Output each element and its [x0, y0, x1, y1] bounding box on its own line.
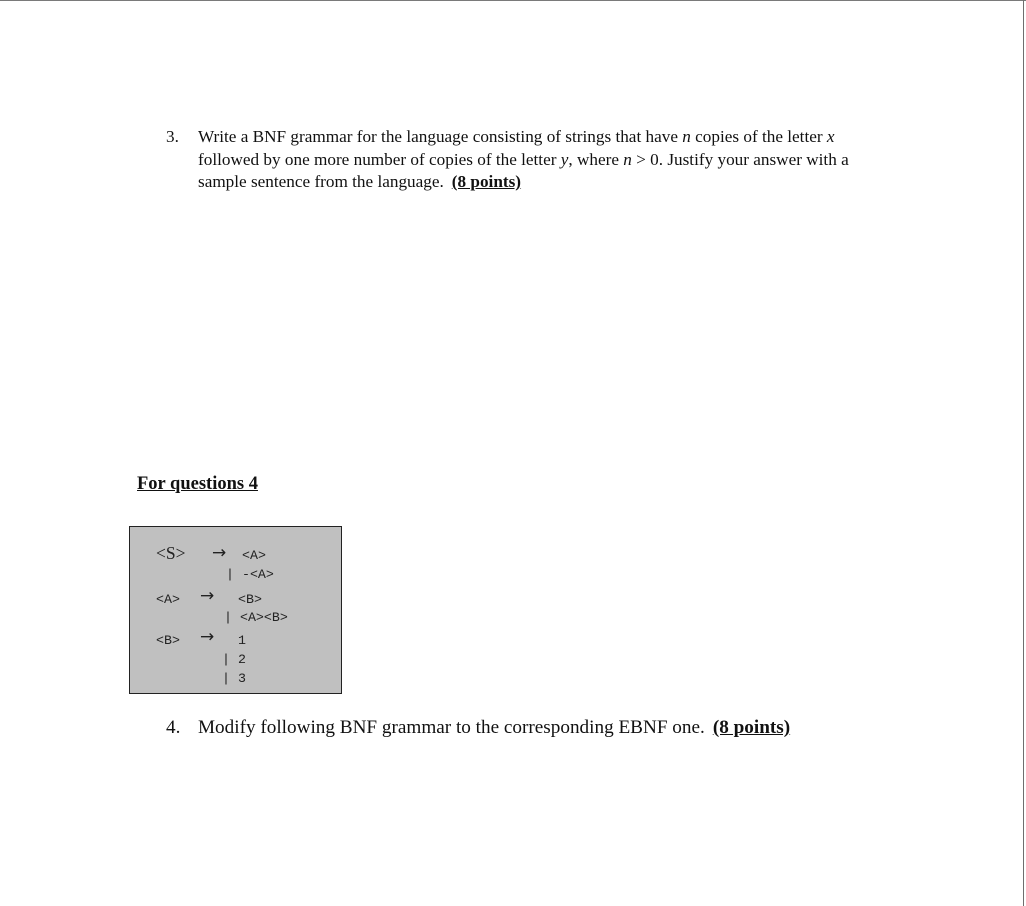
variable-n: n	[623, 149, 632, 169]
question-4-number: 4.	[166, 717, 181, 738]
question-3-text-part: followed by one more number of copies of the letter	[198, 149, 561, 169]
grammar-rule-s-alt: <A>	[242, 548, 266, 563]
variable-x: x	[826, 127, 835, 146]
grammar-rule-b-alt: | 3	[222, 671, 246, 686]
grammar-rule-a-alt: | <A><B>	[224, 610, 288, 625]
variable-y: y	[560, 149, 569, 169]
arrow-icon: →	[200, 627, 215, 647]
question-4-text	[198, 716, 886, 740]
grammar-rule-b-alt: | 2	[222, 652, 246, 667]
grammar-rule-b-lhs: <B>	[156, 633, 180, 648]
grammar-rule-s-lhs: <S>	[156, 543, 186, 563]
page-edge-top	[0, 0, 1026, 1]
question-3-text-part: > 0. Justify your answer with a sample sentence from the language.	[198, 149, 849, 191]
grammar-rule-a-lhs: <A>	[156, 592, 180, 607]
question-3-text-part: Write a BNF grammar for the language consisting of strings that have	[198, 127, 683, 146]
arrow-icon: →	[200, 586, 215, 606]
grammar-rule-s-alt: | -<A>	[226, 567, 274, 582]
question-4	[166, 716, 886, 740]
variable-n: n	[682, 127, 691, 146]
grammar-rule-b-alt: 1	[238, 633, 246, 648]
grammar-rule-a-alt: <B>	[238, 592, 262, 607]
question-3-points: (8 points)	[451, 172, 522, 191]
question-3-text-part: , where	[568, 149, 624, 169]
page-edge-right	[1023, 0, 1024, 906]
question-3	[166, 126, 896, 194]
question-3-number: 3.	[166, 127, 179, 146]
section-heading: For questions 4	[137, 474, 258, 494]
question-4-text-part: Modify following BNF grammar to the corresponding EBNF one.	[198, 717, 705, 738]
question-4-points: (8 points)	[712, 717, 791, 738]
question-3-text-part: copies of the letter	[690, 127, 827, 146]
question-3-text	[198, 126, 896, 194]
arrow-icon: →	[212, 543, 227, 563]
bnf-grammar-box	[129, 526, 342, 694]
